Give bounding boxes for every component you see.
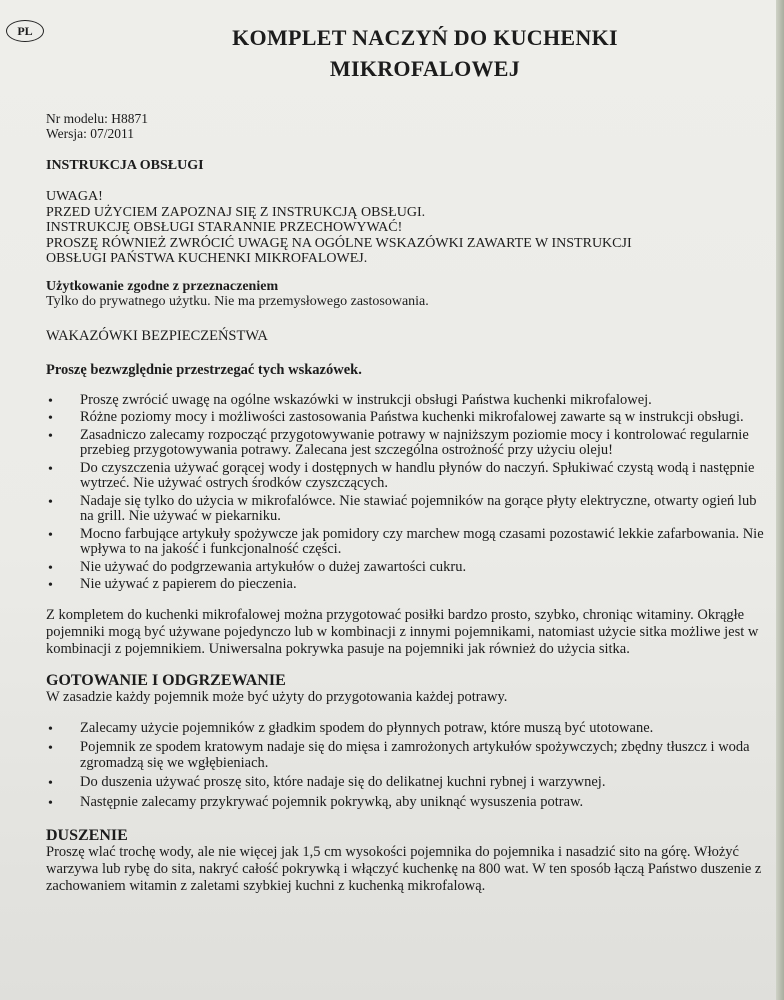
steaming-heading: DUSZENIE xyxy=(46,827,128,844)
list-item: • Nadaje się tylko do użycia w mikrofalówce. Nie stawiać pojemników na gorące płyty elektryczne, otwarty ogień lub na grill. Nie używać w piekarniku. xyxy=(46,494,768,525)
document-title xyxy=(82,22,768,84)
warning-line: PROSZĘ RÓWNIEŻ ZWRÓCIĆ UWAGĘ NA OGÓLNE WSKAZÓWKI ZAWARTE W INSTRUKCJI xyxy=(46,235,632,251)
warning-line: OBSŁUGI PAŃSTWA KUCHENKI MIKROFALOWEJ. xyxy=(46,251,368,266)
list-item: • Następnie zalecamy przykrywać pojemnik pokrywką, aby uniknąć wysuszenia potraw. xyxy=(46,795,768,811)
cooking-list xyxy=(46,721,768,811)
page-edge-background xyxy=(776,0,784,1000)
safety-heading: WAKAZÓWKI BEZPIECZEŃSTWA xyxy=(46,327,268,344)
title-line-1: KOMPLET NACZYŃ DO KUCHENKI xyxy=(232,25,618,50)
cooking-heading: GOTOWANIE I ODGRZEWANIE xyxy=(46,671,286,689)
list-item: • Do duszenia używać proszę sito, które nadaje się do delikatnej kuchni rybnej i warzywnej. xyxy=(46,775,768,791)
list-item: • Proszę zwrócić uwagę na ogólne wskazówki w instrukcji obsługi Państwa kuchenki mikrofalowej. xyxy=(46,393,768,409)
document-content xyxy=(46,14,768,895)
safety-list xyxy=(46,393,768,593)
intended-use-section xyxy=(46,279,768,310)
list-item: • Pojemnik ze spodem kratowym nadaje się do mięsa i zamrożonych artykułów spożywczych; zbędny tłuszcz i woda zgromadzą się we wgłębieniach. xyxy=(46,740,768,771)
list-item: • Do czyszczenia używać gorącej wody i dostępnych w handlu płynów do naczyń. Spłukiwać czystą wodą i następnie wytrzeć. Nie używać ostrych środków czyszczących. xyxy=(46,461,768,492)
list-item: • Mocno farbujące artykuły spożywcze jak pomidory czy marchew mogą czasami pozostawić lekkie zafarbowania. Nie wpływa to na jakość i funkcjonalność części. xyxy=(46,527,768,558)
set-description: Z kompletem do kuchenki mikrofalowej można przygotować posiłki bardzo prosto, szybko, chroniąc witaminy. Okrągłe pojemniki mogą być używane pojedynczo lub w kombinacji z innymi pojemnikami, natomiast użycie sitka możliwe jest w kombinacji z pojemnikiem. Uniwersalna pokrywka pasuje na pojemniki jak również do użycia sitka. xyxy=(46,606,759,657)
model-info xyxy=(46,111,768,141)
model-number: Nr modelu: H8871 xyxy=(46,111,148,126)
warning-block xyxy=(46,189,768,267)
cooking-intro: W zasadzie każdy pojemnik może być użyty do przygotowania każdej potrawy. xyxy=(46,688,508,705)
safety-emphasis: Proszę bezwzględnie przestrzegać tych wskazówek. xyxy=(46,361,362,378)
warning-line: UWAGA! xyxy=(46,189,103,204)
list-item: • Nie używać do podgrzewania artykułów o dużej zawartości cukru. xyxy=(46,560,768,576)
intended-use-text: Tylko do prywatnego użytku. Nie ma przemysłowego zastosowania. xyxy=(46,294,429,309)
language-badge: PL xyxy=(6,20,44,42)
list-item: • Różne poziomy mocy i możliwości zastosowania Państwa kuchenki mikrofalowej zawarte są w instrukcji obsługi. xyxy=(46,410,768,426)
list-item: • Zalecamy użycie pojemników z gładkim spodem do płynnych potraw, które muszą być utotowane. xyxy=(46,721,768,737)
title-line-2: MIKROFALOWEJ xyxy=(329,56,521,81)
intended-use-heading: Użytkowanie zgodne z przeznaczeniem xyxy=(46,278,279,294)
version: Wersja: 07/2011 xyxy=(46,126,135,141)
list-item: • Nie używać z papierem do pieczenia. xyxy=(46,577,768,593)
list-item: • Zasadniczo zalecamy rozpocząć przygotowywanie potrawy w najniższym poziomie mocy i kontrolować regularnie przebieg przygotowywania potrawy. Zalecana jest szczególna ostrożność przy użyciu oleju! xyxy=(46,428,768,459)
warning-line: INSTRUKCJĘ OBSŁUGI STARANNIE PRZECHOWYWAĆ! xyxy=(46,220,403,235)
warning-line: PRZED UŻYCIEM ZAPOZNAJ SIĘ Z INSTRUKCJĄ OBSŁUGI. xyxy=(46,204,426,220)
steaming-text: Proszę wlać trochę wody, ale nie więcej jak 1,5 cm wysokości pojemnika do pojemnika i nasadzić sito na górę. Włożyć warzywa lub rybę do sita, nakryć całość pokrywką i włączyć kuchenkę na 800 wat. W ten sposób łączą Państwo duszenie z zachowaniem witamin z zaletami szybkiej kuchni z kuchenką mikrofalową. xyxy=(46,844,762,894)
instructions-heading: INSTRUKCJA OBSŁUGI xyxy=(46,158,204,173)
